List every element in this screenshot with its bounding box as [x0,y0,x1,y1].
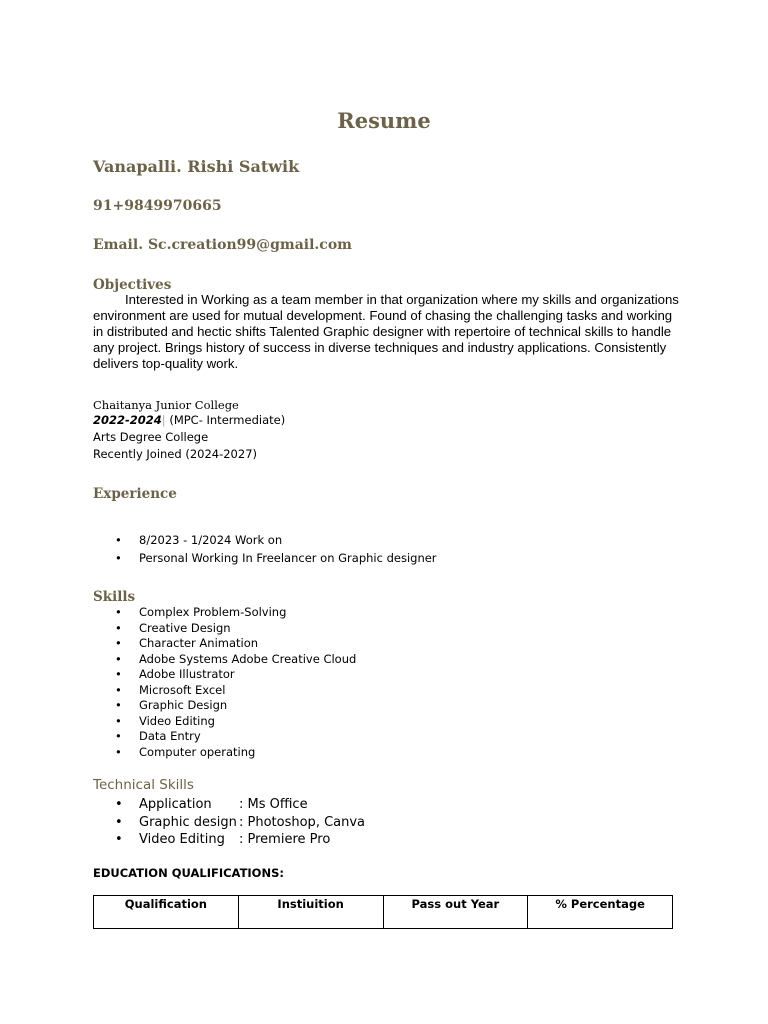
bullet-icon: • [115,636,122,650]
list-item: • Microsoft Excel [115,682,226,697]
tech-skill-value: : Photoshop, Canva [239,814,366,830]
column-header: % Percentage [528,896,673,929]
bullet-icon: • [115,667,122,681]
education-qualifications-heading: EDUCATION QUALIFICATIONS: [93,866,284,880]
bullet-icon: • [115,744,122,759]
bullet-icon: • [115,682,122,697]
list-item: • Video Editing [115,713,215,728]
experience-heading: Experience [93,486,177,502]
table-header-row [94,896,673,929]
list-item: • Adobe Illustrator [115,667,235,681]
degree-college-status: Recently Joined (2024-2027) [93,447,257,461]
list-item [93,796,365,814]
list-item: • Personal Working In Freelancer on Graphic designer [115,550,437,565]
bullet-icon: • [115,550,122,565]
junior-college-line: 2022-2024| (MPC- Intermediate) [93,413,286,427]
list-item: • Graphic Design [115,698,228,712]
degree-college-name: Arts Degree College [93,430,209,444]
bullet-icon: • [115,832,123,847]
list-item [93,831,365,849]
junior-college-years: 2022-2024 [93,413,162,427]
bullet-icon: • [115,797,123,812]
technical-skills-list [93,796,365,849]
list-item: • Data Entry [115,729,201,743]
tech-skill-key: Application [139,797,212,812]
experience-list [93,533,437,566]
skills-heading: Skills [93,589,136,605]
technical-skills-heading: Technical Skills [93,777,194,793]
list-item: • Creative Design [115,620,231,635]
tech-skill-key: Graphic design [139,814,237,830]
junior-college-name: Chaitanya Junior College [93,398,239,412]
bullet-icon: • [115,713,122,728]
bullet-icon: • [115,651,122,666]
skills-list [93,605,356,760]
bullet-icon: • [115,729,122,743]
bullet-icon: • [115,605,122,619]
bullet-icon: • [115,620,122,635]
column-header: Pass out Year [383,896,528,929]
objectives-text: Interested in Working as a team member in that organization where my skills and organizations environment are used for mutual development. Found of chasing the challenging tasks and working in distributed and hectic shifts Talented Graphic designer with repertoire of technical skills to handle any project. Brings history of success in diverse techniques and industry applications. Consistently delivers top-quality work. [93,292,679,371]
list-item: • Adobe Systems Adobe Creative Cloud [115,651,357,666]
column-header: Qualification [94,896,239,929]
tech-skill-value: : Premiere Pro [239,832,331,847]
bullet-icon: • [115,533,122,547]
list-item: • Complex Problem-Solving [115,605,287,619]
list-item: • Character Animation [115,636,259,650]
candidate-name: Vanapalli. Rishi Satwik [93,157,300,176]
tech-skill-key: Video Editing [139,832,225,847]
list-item [93,814,365,832]
tech-skill-value: : Ms Office [239,797,308,812]
education-table [93,895,673,929]
junior-college-course: (MPC- Intermediate) [169,413,286,427]
column-header: Instiuition [238,896,383,929]
bullet-icon: • [115,814,123,830]
list-item: • Computer operating [115,744,256,759]
email-address: Email. Sc.creation99@gmail.com [93,237,352,253]
list-item: • 8/2023 - 1/2024 Work on [115,533,283,547]
objectives-heading: Objectives [93,277,172,293]
page-title: Resume [337,108,431,133]
phone-number: 91+9849970665 [93,198,222,214]
bullet-icon: • [115,698,122,712]
